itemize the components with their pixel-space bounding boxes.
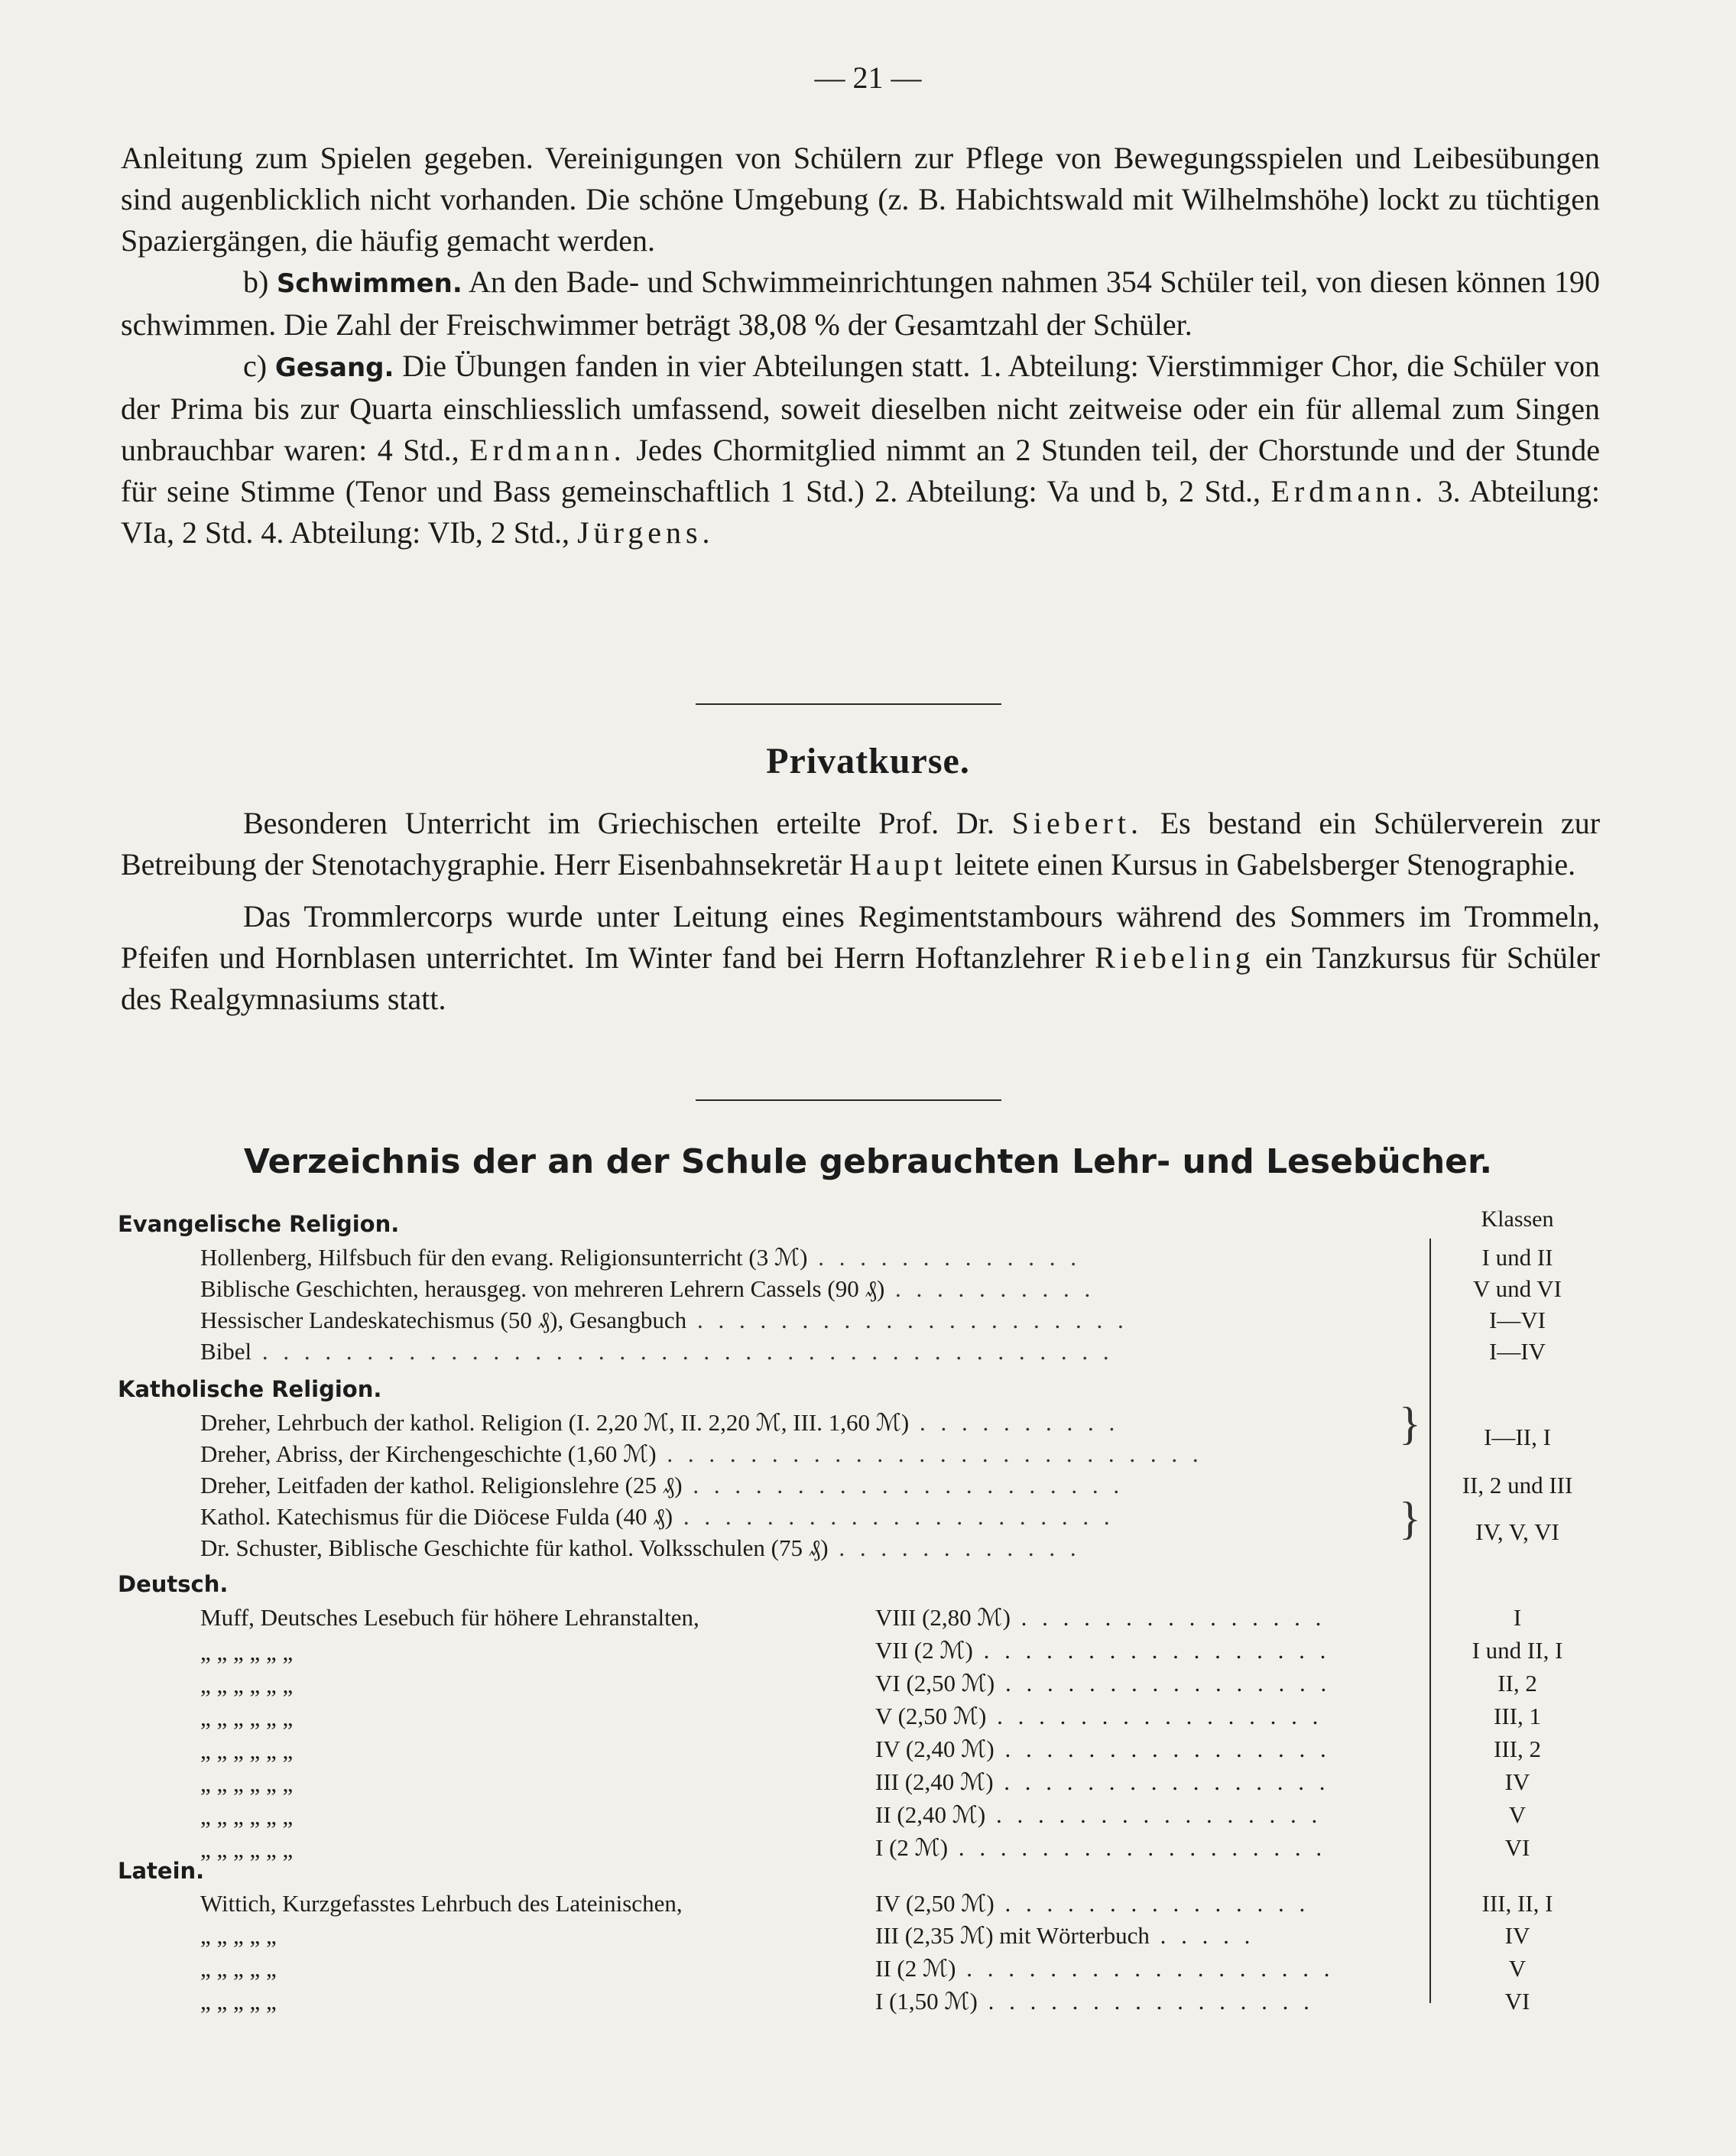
book-title: Kathol. Katechismus für die Diöcese Fulda (40 ₰) bbox=[200, 1503, 673, 1530]
paragraph-schwimmen bbox=[121, 261, 1600, 346]
book-title: Hessischer Landeskatechismus (50 ₰), Gesangbuch bbox=[200, 1307, 687, 1333]
book-classes: V bbox=[1508, 1955, 1527, 1982]
ditto-marks: „ „ „ „ „ „ bbox=[200, 1704, 294, 1731]
book-classes: I bbox=[1513, 1604, 1522, 1631]
ditto-marks: „ „ „ „ „ „ bbox=[200, 1638, 294, 1665]
book-classes: V bbox=[1508, 1801, 1527, 1828]
book-classes: VI bbox=[1504, 1834, 1530, 1861]
ditto-marks: „ „ „ „ „ „ bbox=[200, 1737, 294, 1764]
subject-deutsch: Deutsch. bbox=[118, 1571, 229, 1597]
book-classes: II, 2 und III bbox=[1462, 1472, 1573, 1498]
brace: } bbox=[1399, 1398, 1421, 1449]
teacher-name: Haupt bbox=[849, 847, 947, 882]
edition: IV (2,40 ℳ) bbox=[875, 1736, 995, 1762]
ditto-marks: „ „ „ „ „ „ bbox=[200, 1836, 294, 1862]
paragraph-privatkurse-2 bbox=[121, 896, 1600, 1020]
teacher-name: Erdmann. bbox=[469, 433, 626, 467]
edition-row: VII (2 ℳ) . . . . . . . . . . . . . . . . . bbox=[875, 1637, 1331, 1664]
paragraph-privatkurse-1 bbox=[121, 803, 1600, 885]
edition: VII (2 ℳ) bbox=[875, 1637, 973, 1664]
book-title: Bibel bbox=[200, 1338, 252, 1365]
brace: } bbox=[1399, 1493, 1421, 1544]
book-row: Dreher, Leitfaden der kathol. Religionslehre (25 ₰) . . . . . . . . . . . . . . . . . . . . . bbox=[200, 1472, 1124, 1498]
teacher-name: Siebert. bbox=[1011, 806, 1143, 840]
book-classes: III, 1 bbox=[1494, 1703, 1541, 1729]
privatkurse-section bbox=[121, 803, 1600, 1020]
edition: I (1,50 ℳ) bbox=[875, 1988, 978, 2015]
edition-row: VI (2,50 ℳ) . . . . . . . . . . . . . . . . bbox=[875, 1670, 1332, 1697]
edition: I (2 ℳ) bbox=[875, 1834, 949, 1861]
edition-row: I (1,50 ℳ) . . . . . . . . . . . . . . . . bbox=[875, 1988, 1314, 2015]
subject-evangelisch: Evangelische Religion. bbox=[118, 1211, 400, 1237]
edition: III (2,35 ℳ) mit Wörterbuch bbox=[875, 1922, 1150, 1949]
gesang-title: Gesang. bbox=[274, 352, 394, 383]
book-classes: VI bbox=[1504, 1988, 1530, 2015]
book-row: Bibel . . . . . . . . . . . . . . . . . . . . . . . . . . . . . . . . . . . . . . . . . bbox=[200, 1338, 1114, 1365]
book-title: Dr. Schuster, Biblische Geschichte für kathol. Volksschulen (75 ₰) bbox=[200, 1534, 829, 1561]
book-classes: I und II, I bbox=[1472, 1637, 1563, 1664]
intro-section bbox=[121, 138, 1600, 554]
gesang-text-1: Die Übungen fanden in vier Abteilungen statt. 1. Abteilung: Vierstimmiger Chor, die Schüler von der Prima bis zur Quarta einschliesslich umfassend, soweit dieselben nicht zeitweise oder ein für allemal zum Singen unbrauchbar waren: 4 Std., bbox=[121, 349, 1601, 467]
edition-row: IV (2,50 ℳ) . . . . . . . . . . . . . . . bbox=[875, 1890, 1310, 1917]
book-row: Hessischer Landeskatechismus (50 ₰), Gesangbuch . . . . . . . . . . . . . . . . . . . . . bbox=[200, 1307, 1128, 1333]
book-row: Dreher, Lehrbuch der kathol. Religion (I. 2,20 ℳ, II. 2,20 ℳ, III. 1,60 ℳ) . . . . . . . . . . bbox=[200, 1409, 1120, 1436]
subject-katholisch: Katholische Religion. bbox=[118, 1376, 382, 1402]
teacher-name: Erdmann. bbox=[1270, 474, 1428, 508]
edition: IV (2,50 ℳ) bbox=[875, 1890, 995, 1917]
page-number: — 21 — bbox=[814, 60, 922, 95]
edition-row: II (2 ℳ) . . . . . . . . . . . . . . . . . . bbox=[875, 1955, 1335, 1982]
book-classes: I—II, I bbox=[1484, 1424, 1551, 1450]
book-classes: I—VI bbox=[1488, 1307, 1546, 1333]
book-row: Hollenberg, Hilfsbuch für den evang. Religionsunterricht (3 ℳ) . . . . . . . . . . . . . bbox=[200, 1244, 1081, 1271]
privatkurse-text: Es bestand ein Schülerverein zur Betreibung der Stenotachygraphie. Herr Eisenbahnsekretär bbox=[121, 806, 1601, 882]
edition-row: II (2,40 ℳ) . . . . . . . . . . . . . . . . bbox=[875, 1801, 1322, 1828]
paragraph-spiele: Anleitung zum Spielen gegeben. Vereinigungen von Schülern zur Pflege von Bewegungsspielen und Leibesübungen sind augenblicklich nicht vorhanden. Die schöne Umgebung (z. B. Habichtswald mit Wilhelmshöhe) lockt zu tüchtigen Spaziergängen, die häufig gemacht werden. bbox=[121, 141, 1600, 258]
ditto-marks: „ „ „ „ „ bbox=[200, 1955, 277, 1982]
edition: III (2,40 ℳ) bbox=[875, 1768, 994, 1795]
schwimmen-text: An den Bade- und Schwimmeinrichtungen nahmen 354 Schüler teil, von diesen können 190 schwimmen. Die Zahl der Freischwimmer beträgt 38,08 % der Gesamtzahl der Schüler. bbox=[121, 265, 1600, 342]
gesang-label: c) bbox=[243, 349, 268, 383]
edition-row: III (2,40 ℳ) . . . . . . . . . . . . . . . . bbox=[875, 1768, 1330, 1795]
book-classes: IV, V, VI bbox=[1475, 1518, 1559, 1545]
privatkurse-text: ein Tanzkursus für Schüler des Realgymnasiums statt. bbox=[121, 940, 1601, 1016]
edition: II (2,40 ℳ) bbox=[875, 1801, 986, 1828]
gesang-text-3: 3. Abteilung: VIa, 2 Std. 4. Abteilung: VIb, 2 Std., bbox=[121, 474, 1601, 550]
book-author: Muff, Deutsches Lesebuch für höhere Lehranstalten, bbox=[200, 1604, 699, 1631]
schwimmen-label: b) bbox=[243, 265, 269, 299]
paragraph-gesang bbox=[121, 346, 1600, 554]
ditto-marks: „ „ „ „ „ bbox=[200, 1922, 277, 1949]
book-row: Dr. Schuster, Biblische Geschichte für kathol. Volksschulen (75 ₰) . . . . . . . . . . . . bbox=[200, 1534, 1081, 1561]
subject-latein: Latein. bbox=[118, 1858, 205, 1884]
ditto-marks: „ „ „ „ „ „ bbox=[200, 1803, 294, 1830]
book-title: Hollenberg, Hilfsbuch für den evang. Religionsunterricht (3 ℳ) bbox=[200, 1244, 808, 1271]
book-title: Biblische Geschichten, herausgeg. von mehreren Lehrern Cassels (90 ₰) bbox=[200, 1275, 885, 1302]
book-classes: II, 2 bbox=[1498, 1670, 1537, 1697]
klassen-column-header: Klassen bbox=[1481, 1206, 1554, 1232]
ditto-marks: „ „ „ „ „ „ bbox=[200, 1671, 294, 1698]
book-title: Dreher, Leitfaden der kathol. Religionslehre (25 ₰) bbox=[200, 1472, 683, 1498]
ditto-marks: „ „ „ „ „ bbox=[200, 1988, 277, 2015]
privatkurse-text: Besonderen Unterricht im Griechischen erteilte Prof. Dr. bbox=[243, 806, 995, 840]
verzeichnis-heading: Verzeichnis der an der Schule gebrauchten Lehr- und Lesebücher. bbox=[243, 1142, 1493, 1181]
edition: V (2,50 ℳ) bbox=[875, 1703, 987, 1729]
book-classes: IV bbox=[1504, 1768, 1530, 1795]
book-row: Kathol. Katechismus für die Diöcese Fulda (40 ₰) . . . . . . . . . . . . . . . . . . . . . bbox=[200, 1503, 1115, 1530]
book-classes: I und II bbox=[1481, 1244, 1553, 1271]
edition-row: VIII (2,80 ℳ) . . . . . . . . . . . . . . . bbox=[875, 1604, 1326, 1631]
edition: II (2 ℳ) bbox=[875, 1955, 956, 1982]
edition-row: IV (2,40 ℳ) . . . . . . . . . . . . . . . . bbox=[875, 1736, 1331, 1762]
book-classes: III, 2 bbox=[1494, 1736, 1541, 1762]
teacher-name: Riebeling bbox=[1095, 940, 1255, 975]
book-title: Dreher, Abriss, der Kirchengeschichte (1,60 ℳ) bbox=[200, 1440, 657, 1467]
book-row: Dreher, Abriss, der Kirchengeschichte (1,60 ℳ) . . . . . . . . . . . . . . . . . . . . . . . . . . bbox=[200, 1440, 1203, 1467]
divider bbox=[696, 703, 1001, 705]
book-author: Wittich, Kurzgefasstes Lehrbuch des Lateinischen, bbox=[200, 1890, 683, 1917]
gesang-text-2: Jedes Chormitglied nimmt an 2 Stunden teil, der Chorstunde und der Stunde für seine Stimme (Tenor und Bass gemeinschaftlich 1 Std.) 2. Abteilung: Va und b, 2 Std., bbox=[121, 433, 1601, 508]
edition-row: V (2,50 ℳ) . . . . . . . . . . . . . . . . bbox=[875, 1703, 1323, 1729]
edition: VI (2,50 ℳ) bbox=[875, 1670, 995, 1697]
book-classes: IV bbox=[1504, 1922, 1530, 1949]
book-title: Dreher, Lehrbuch der kathol. Religion (I. 2,20 ℳ, II. 2,20 ℳ, III. 1,60 ℳ) bbox=[200, 1409, 910, 1436]
privatkurse-text: Das Trommlercorps wurde unter Leitung eines Regimentstambours während des Sommers im Trommeln, Pfeifen und Hornblasen unterrichtet. Im Winter fand bei Herrn Hoftanzlehrer bbox=[121, 899, 1600, 975]
privatkurse-heading: Privatkurse. bbox=[766, 741, 970, 781]
edition-row: III (2,35 ℳ) mit Wörterbuch . . . . . bbox=[875, 1922, 1255, 1949]
column-divider bbox=[1429, 1239, 1431, 2003]
book-classes: V und VI bbox=[1473, 1275, 1562, 1302]
book-row: Biblische Geschichten, herausgeg. von mehreren Lehrern Cassels (90 ₰) . . . . . . . . . . bbox=[200, 1275, 1095, 1302]
teacher-name: Jürgens. bbox=[577, 515, 715, 550]
divider bbox=[696, 1099, 1001, 1101]
edition: VIII (2,80 ℳ) bbox=[875, 1604, 1011, 1631]
ditto-marks: „ „ „ „ „ „ bbox=[200, 1770, 294, 1797]
book-classes: I—IV bbox=[1488, 1338, 1546, 1365]
book-classes: III, II, I bbox=[1481, 1890, 1553, 1917]
privatkurse-text: leitete einen Kursus in Gabelsberger Stenographie. bbox=[954, 847, 1576, 882]
schwimmen-title: Schwimmen. bbox=[276, 268, 462, 299]
edition-row: I (2 ℳ) . . . . . . . . . . . . . . . . . . bbox=[875, 1834, 1327, 1861]
